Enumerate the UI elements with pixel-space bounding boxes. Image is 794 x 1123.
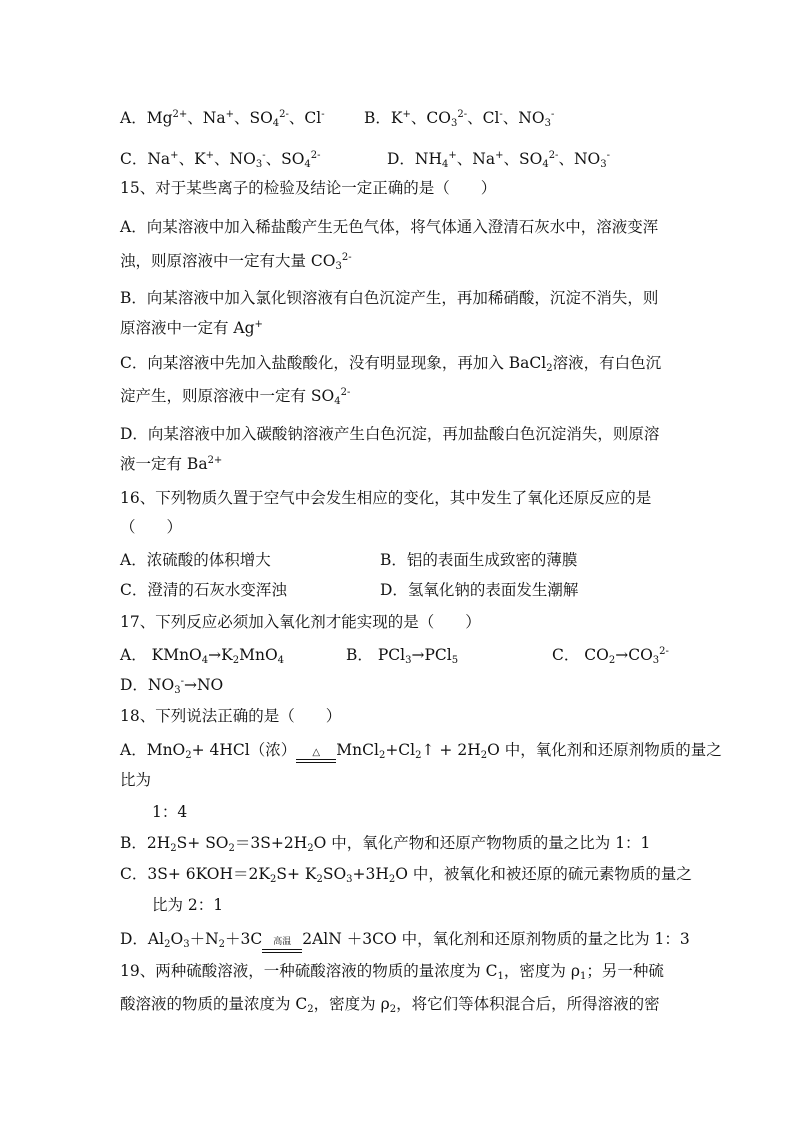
sub: 2 — [307, 843, 314, 854]
q15-option-c-line2 — [120, 386, 350, 406]
text: ，将它们等体积混合后，所得溶液的密 — [396, 995, 660, 1013]
text: ＝3S+2H — [234, 834, 308, 852]
text: O — [170, 930, 184, 948]
text: SO — [322, 865, 347, 883]
sup: 2- — [341, 252, 352, 263]
sup: - — [180, 676, 184, 687]
sub: 2 — [389, 1004, 397, 1015]
q15-option-b-line1: B．向某溶液中加入氯化钡溶液有白色沉淀产生，再加稀硝酸，沉淀不消失，则 — [120, 289, 659, 307]
q16-option-b: B．铝的表面生成致密的薄膜 — [380, 551, 578, 569]
text: D．NH — [387, 150, 443, 168]
sup: + — [402, 109, 411, 120]
sub: 3 — [652, 655, 660, 666]
double-bar — [296, 759, 336, 763]
sub: 4 — [542, 159, 549, 170]
text: ＋N — [189, 930, 219, 948]
sup: + — [205, 150, 215, 161]
text: S+ SO — [176, 834, 229, 852]
text: 、NO — [214, 150, 256, 168]
q16-option-a: A．浓硫酸的体积增大 — [120, 551, 271, 569]
q16-option-c: C．澄清的石灰水变浑浊 — [120, 581, 287, 599]
sub: 2 — [228, 843, 235, 854]
q17-option-a — [120, 645, 284, 665]
sup: - — [550, 109, 555, 120]
text: +3H — [352, 865, 389, 883]
text: 酸溶液的物质的量浓度为 C — [120, 995, 308, 1013]
q18-option-b — [120, 833, 650, 853]
text: 、NO — [502, 109, 545, 127]
sup: + — [225, 109, 234, 120]
text: ＋3C — [225, 930, 263, 948]
text: ；另一种硫 — [586, 962, 664, 980]
sup: + — [448, 150, 457, 161]
q17-stem: 17、下列反应必须加入氧化剂才能实现的是（ ） — [120, 613, 481, 631]
sub: 2 — [307, 1004, 314, 1015]
sub: 3 — [183, 939, 190, 950]
sub: 5 — [451, 655, 459, 666]
sup: 2+ — [172, 109, 188, 120]
sub: 3 — [174, 685, 181, 696]
q18-option-a-line3: 1：4 — [152, 803, 188, 821]
sup: - — [606, 150, 610, 161]
heat-equals-sign — [296, 749, 336, 763]
sup: - — [321, 109, 325, 120]
text: 溶液，有白色沉 — [552, 354, 662, 372]
q15-option-a-line2 — [120, 251, 352, 271]
sup: 2- — [279, 109, 289, 120]
q19-line1 — [120, 961, 664, 981]
text: 2AlN ＋3CO 中，氧化剂和还原剂物质的量之比为 1：3 — [302, 930, 690, 948]
text: →NO — [183, 676, 224, 694]
sup: 2- — [659, 646, 669, 657]
heat-symbol: △ — [312, 747, 321, 758]
text: 、NO — [558, 150, 601, 168]
sub: 2 — [608, 655, 616, 666]
text: B． PCl — [346, 646, 406, 664]
q15-option-a-line1: A．向某溶液中加入稀盐酸产生无色气体，将气体通入澄清石灰水中，溶液变浑 — [120, 218, 659, 236]
sub: 4 — [334, 396, 341, 407]
q16-stem-line1: 16、下列物质久置于空气中会发生相应的变化，其中发生了氧化还原反应的是 — [120, 489, 652, 507]
text: O 中，氧化剂和还原剂物质的量之 — [487, 741, 722, 759]
sub: 1 — [497, 971, 504, 982]
sub: 2 — [170, 843, 177, 854]
text: ，密度为 ρ — [313, 995, 390, 1013]
condition-text: 高温 — [273, 937, 292, 947]
q17-option-d — [120, 675, 223, 695]
text: B．K — [364, 109, 403, 127]
sub: 4 — [272, 118, 280, 129]
q16-stem-line2: （ ） — [120, 518, 183, 536]
sub: 2 — [269, 874, 277, 885]
sub: 2 — [480, 750, 488, 761]
sub: 2 — [164, 939, 171, 950]
text: →CO — [615, 646, 653, 664]
text: 、K — [178, 150, 206, 168]
text: 、Na — [456, 150, 496, 168]
q18-option-a-line2: 比为 — [120, 771, 152, 789]
sub: 2 — [378, 750, 386, 761]
sub: 4 — [277, 655, 285, 666]
q14-option-d — [387, 149, 610, 169]
sup: + — [254, 319, 263, 330]
q18-option-c-line1 — [120, 864, 692, 884]
sub: 2 — [316, 874, 323, 885]
sub: 4 — [201, 655, 209, 666]
q15-option-c-line1 — [120, 353, 661, 373]
text: 19、两种硫酸溶液，一种硫酸溶液的物质的量浓度为 C — [120, 962, 498, 980]
text: MnO — [239, 646, 278, 664]
q17-option-c — [552, 645, 669, 665]
text: C．Na — [120, 150, 171, 168]
double-bar — [262, 949, 302, 953]
sub: 4 — [304, 159, 311, 170]
text: C．3S+ 6KOH＝2K — [120, 865, 270, 883]
high-temp-equals-sign — [262, 938, 302, 953]
text: 淀产生，则原溶液中一定有 SO — [120, 387, 335, 405]
q15-stem: 15、对于某些离子的检验及结论一定正确的是（ ） — [120, 179, 497, 197]
sub: 1 — [579, 971, 587, 982]
q16-option-d: D．氢氧化钠的表面发生潮解 — [380, 581, 579, 599]
text: B．2H — [120, 834, 171, 852]
text: 、Cl — [467, 109, 500, 127]
text: A．Mg — [120, 109, 173, 127]
text: 、CO — [410, 109, 451, 127]
sup: 2- — [310, 150, 321, 161]
text: 浊，则原溶液中一定有大量 CO — [120, 252, 336, 270]
text: 液一定有 Ba — [120, 455, 208, 473]
sub: 3 — [346, 874, 353, 885]
sub: 3 — [544, 118, 551, 129]
text: A．MnO — [120, 741, 186, 759]
sub: 2 — [388, 874, 396, 885]
sup: - — [262, 150, 266, 161]
q14-option-a — [120, 108, 325, 128]
text: D．Al — [120, 930, 165, 948]
text: D．NO — [120, 676, 175, 694]
sub: 3 — [450, 118, 458, 129]
q19-line2 — [120, 994, 660, 1014]
text: 、SO — [503, 150, 543, 168]
sub: 3 — [405, 655, 412, 666]
text: →K — [208, 646, 233, 664]
text: A． KMnO — [120, 646, 202, 664]
sup: + — [170, 150, 179, 161]
text: O 中，被氧化和被还原的硫元素物质的量之 — [395, 865, 692, 883]
text: 、Cl — [288, 109, 322, 127]
sub: 2 — [546, 363, 553, 374]
text: +Cl — [385, 741, 416, 759]
sub: 3 — [600, 159, 607, 170]
text: C． CO — [552, 646, 609, 664]
text: MnCl — [336, 741, 379, 759]
q14-option-b — [364, 108, 554, 128]
q18-option-c-line2: 比为 2：1 — [152, 896, 224, 914]
q15-option-d-line2 — [120, 454, 222, 474]
sub: 3 — [335, 261, 342, 272]
q18-stem: 18、下列说法正确的是（ ） — [120, 707, 342, 725]
sup: 2+ — [207, 455, 223, 466]
text: →PCl — [411, 646, 452, 664]
text: 、SO — [233, 109, 273, 127]
q15-option-b-line2 — [120, 318, 263, 338]
sub: 2 — [185, 750, 192, 761]
sup: 2- — [340, 387, 351, 398]
q18-option-d — [120, 929, 690, 953]
text: 、SO — [265, 150, 305, 168]
q17-option-b — [346, 645, 458, 665]
text: S+ K — [276, 865, 317, 883]
q18-option-a-line1 — [120, 740, 722, 763]
text: C．向某溶液中先加入盐酸酸化，没有明显现象，再加入 BaCl — [120, 354, 547, 372]
sup: 2- — [548, 150, 559, 161]
sup: + — [495, 150, 504, 161]
q14-option-c — [120, 149, 321, 169]
q15-option-d-line1: D．向某溶液中加入碳酸钠溶液产生白色沉淀，再加盐酸白色沉淀消失，则原溶 — [120, 425, 660, 443]
text: O 中，氧化产物和还原产物物质的量之比为 1：1 — [313, 834, 651, 852]
text: 、Na — [187, 109, 226, 127]
text: ，密度为 ρ — [503, 962, 580, 980]
text: ↑ + 2H — [421, 741, 481, 759]
text: + 4HCl（浓） — [191, 741, 297, 759]
text: 原溶液中一定有 Ag — [120, 319, 255, 337]
sub: 2 — [232, 655, 240, 666]
sup: 2- — [457, 109, 468, 120]
sub: 2 — [415, 750, 422, 761]
sub: 4 — [442, 159, 449, 170]
sub: 3 — [255, 159, 263, 170]
sup: - — [499, 109, 503, 120]
sub: 2 — [218, 939, 226, 950]
